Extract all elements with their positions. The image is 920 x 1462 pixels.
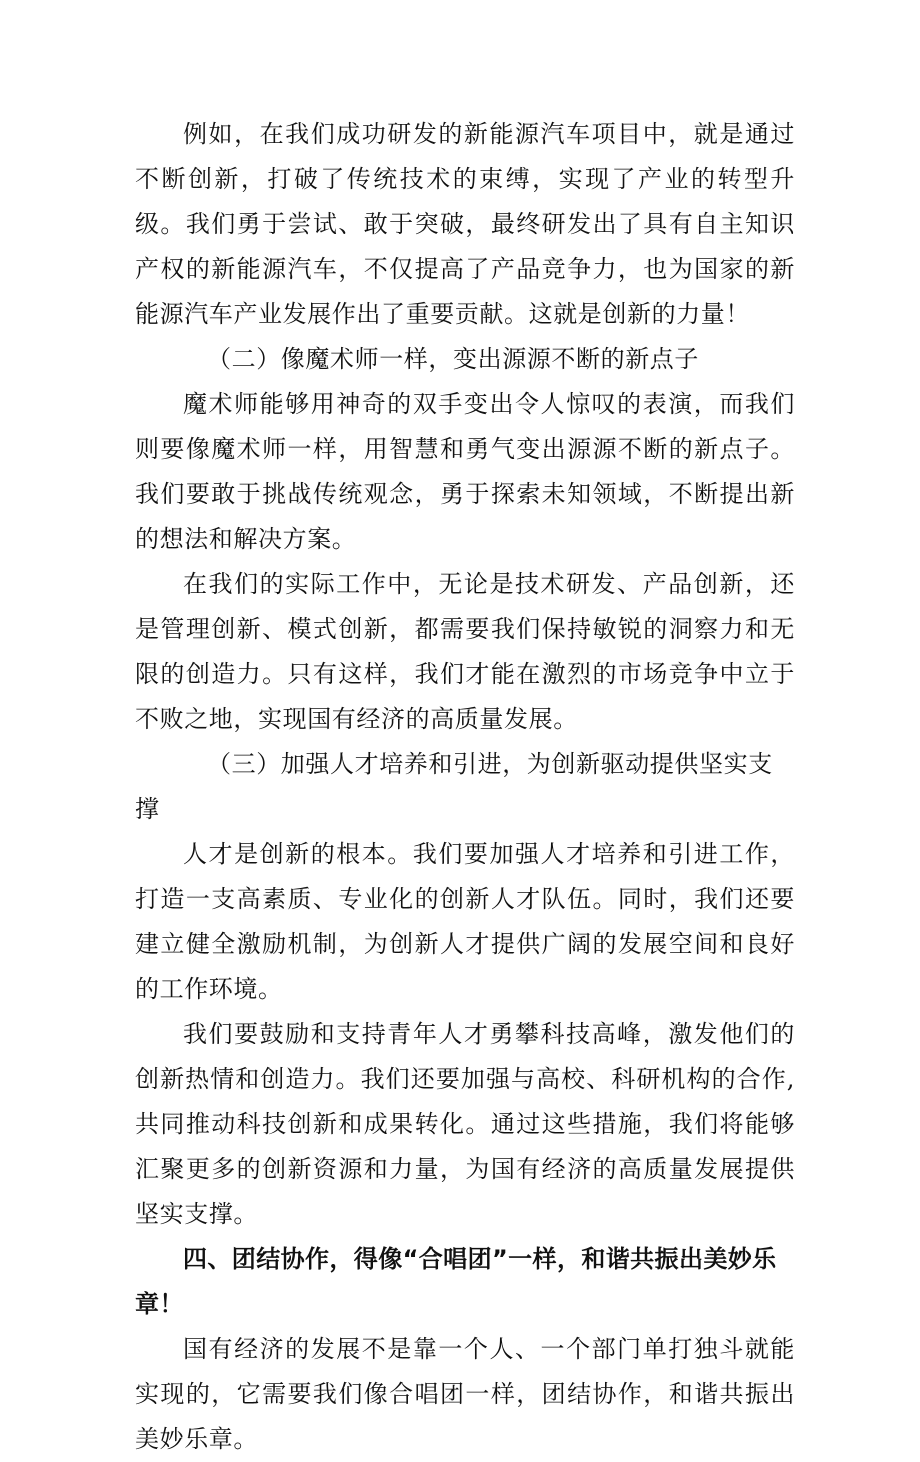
paragraph: 国有经济的发展不是靠一个人、一个部门单打独斗就能实现的，它需要我们像合唱团一样，团结协作，和谐共振出美妙乐章。 (135, 1335, 795, 1453)
section-heading: 四、团结协作，得像“合唱团”一样，和谐共振出美妙乐章！ (135, 1245, 777, 1318)
document-body (135, 112, 795, 1462)
section-subheading: （三）加强人才培养和引进，为创新驱动提供坚实支撑 (135, 750, 773, 823)
section-subheading: （二）像魔术师一样，变出源源不断的新点子 (207, 345, 699, 373)
paragraph: 在我们的实际工作中，无论是技术研发、产品创新，还是管理创新、模式创新，都需要我们保持敏锐的洞察力和无限的创造力。只有这样，我们才能在激烈的市场竞争中立于不败之地，实现国有经济的高质量发展。 (135, 570, 795, 733)
paragraph: 魔术师能够用神奇的双手变出令人惊叹的表演，而我们则要像魔术师一样，用智慧和勇气变出源源不断的新点子。我们要敢于挑战传统观念，勇于探索未知领域，不断提出新的想法和解决方案。 (135, 390, 795, 553)
paragraph: 我们要鼓励和支持青年人才勇攀科技高峰，激发他们的创新热情和创造力。我们还要加强与高校、科研机构的合作,共同推动科技创新和成果转化。通过这些措施，我们将能够汇聚更多的创新资源和力量，为国有经济的高质量发展提供坚实支撑。 (135, 1020, 795, 1228)
paragraph: 人才是创新的根本。我们要加强人才培养和引进工作，打造一支高素质、专业化的创新人才队伍。同时，我们还要建立健全激励机制，为创新人才提供广阔的发展空间和良好的工作环境。 (135, 840, 795, 1003)
paragraph: 例如，在我们成功研发的新能源汽车项目中，就是通过不断创新，打破了传统技术的束缚，实现了产业的转型升级。我们勇于尝试、敢于突破，最终研发出了具有自主知识产权的新能源汽车，不仅提高了产品竞争力，也为国家的新能源汽车产业发展作出了重要贡献。这就是创新的力量！ (135, 120, 795, 328)
